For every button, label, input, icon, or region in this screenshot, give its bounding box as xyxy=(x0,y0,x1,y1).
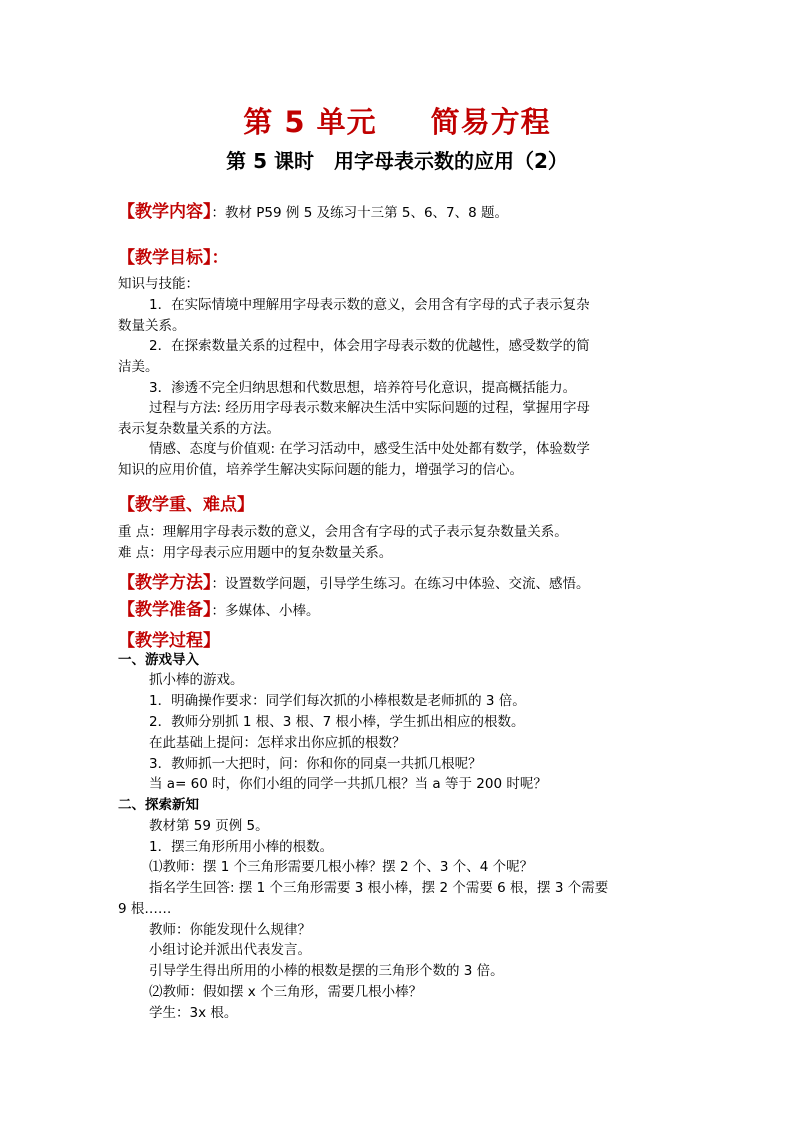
goal-item-1b: 数量关系。 xyxy=(118,318,186,334)
content-heading xyxy=(118,197,508,222)
section-2-title: 二、探索新知 xyxy=(118,797,199,813)
process-heading: 【教学过程】 xyxy=(118,631,220,651)
section-1-line: 3．教师抓一大把时，问：你和你的同桌一共抓几根呢？ xyxy=(149,756,482,772)
section-2-line: 教材第 59 页例 5。 xyxy=(149,818,269,834)
goal-item-2b: 洁美。 xyxy=(118,359,159,375)
keypoints-heading: 【教学重、难点】 xyxy=(118,495,254,515)
section-1-line: 抓小棒的游戏。 xyxy=(149,672,244,688)
process-goal-a: 过程与方法: 经历用字母表示数来解决生活中实际问题的过程，掌握用字母 xyxy=(149,400,590,416)
knowledge-title: 知识与技能： xyxy=(118,276,199,292)
section-2-line: 1．摆三角形所用小棒的根数。 xyxy=(149,839,334,855)
section-2-line: 小组讨论并派出代表发言。 xyxy=(149,942,311,958)
prep-heading xyxy=(118,595,320,620)
difficult-point: 难 点：用字母表示应用题中的复杂数量关系。 xyxy=(118,545,393,561)
unit-title xyxy=(0,100,794,141)
section-1-title: 一、游戏导入 xyxy=(118,652,199,668)
goals-heading: 【教学目标】： xyxy=(118,248,229,268)
section-2-line: 引导学生得出所用的小棒的根数是摆的三角形个数的 3 倍。 xyxy=(149,963,504,979)
method-label: 【教学方法】 xyxy=(118,573,212,593)
section-2-line: 学生：3x 根。 xyxy=(149,1005,238,1021)
goal-item-1a: 1．在实际情境中理解用字母表示数的意义，会用含有字母的式子表示复杂 xyxy=(149,297,590,313)
section-2-line: 指名学生回答: 摆 1 个三角形需要 3 根小棒，摆 2 个需要 6 根，摆 3 个需要 xyxy=(149,880,609,896)
section-1-line: 当 a= 60 时，你们小组的同学一共抓几根？当 a 等于 200 时呢？ xyxy=(149,776,547,792)
method-text: ：设置数学问题，引导学生练习。在练习中体验、交流、感悟。 xyxy=(211,576,590,592)
unit-name: 简易方程 xyxy=(430,105,551,139)
section-1-line: 1．明确操作要求：同学们每次抓的小棒根数是老师抓的 3 倍。 xyxy=(149,693,526,709)
section-2-line: 教师：你能发现什么规律？ xyxy=(149,922,311,938)
lesson-number: 第 5 课时 xyxy=(226,149,314,173)
method-heading xyxy=(118,568,590,593)
key-point: 重 点：理解用字母表示数的意义，会用含有字母的式子表示复杂数量关系。 xyxy=(118,524,568,540)
prep-label: 【教学准备】 xyxy=(118,600,212,620)
lesson-name: 用字母表示数的应用（2） xyxy=(333,149,568,173)
content-text: ：教材 P59 例 5 及练习十三第 5、6、7、8 题。 xyxy=(211,205,509,221)
content-label: 【教学内容】 xyxy=(118,202,212,222)
lesson-title xyxy=(0,145,794,174)
emotion-goal-b: 知识的应用价值，培养学生解决实际问题的能力，增强学习的信心。 xyxy=(118,462,523,478)
prep-text: ：多媒体、小棒。 xyxy=(211,603,320,619)
section-1-line: 2．教师分别抓 1 根、3 根、7 根小棒，学生抓出相应的根数。 xyxy=(149,714,525,730)
emotion-goal-a: 情感、态度与价值观: 在学习活动中，感受生活中处处都有数学，体验数学 xyxy=(149,441,590,457)
section-2-line: ⑴教师：摆 1 个三角形需要几根小棒？摆 2 个、3 个、4 个呢？ xyxy=(149,859,534,875)
process-goal-b: 表示复杂数量关系的方法。 xyxy=(118,421,280,437)
section-1-line: 在此基础上提问：怎样求出你应抓的根数？ xyxy=(149,735,406,751)
goal-item-2a: 2．在探索数量关系的过程中，体会用字母表示数的优越性，感受数学的简 xyxy=(149,338,590,354)
unit-number: 第 5 单元 xyxy=(243,105,377,139)
goal-item-3: 3．渗透不完全归纳思想和代数思想，培养符号化意识，提高概括能力。 xyxy=(149,380,577,396)
section-2-line: ⑵教师：假如摆 x 个三角形，需要几根小棒？ xyxy=(149,984,423,1000)
section-2-line: 9 根…… xyxy=(118,901,172,917)
